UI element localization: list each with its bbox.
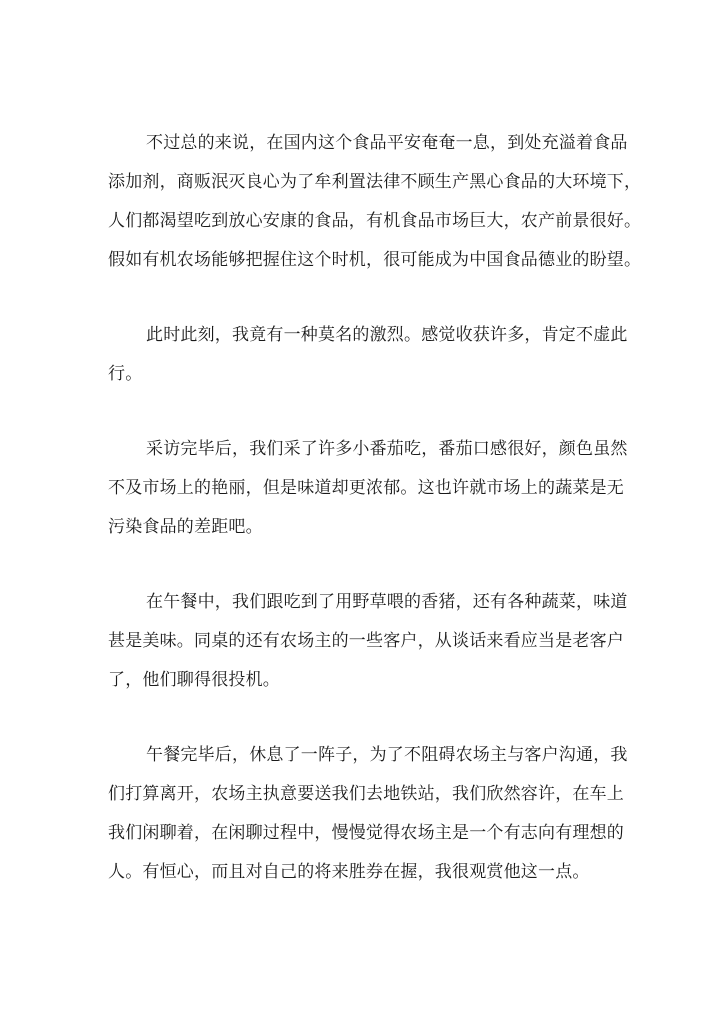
paragraph-line: 不及市场上的艳丽，但是味道却更浓郁。这也许就市场上的蔬菜是无	[108, 478, 624, 498]
paragraph-line: 午餐完毕后，休息了一阵子，为了不阻碍农场主与客户沟通，我	[146, 745, 628, 765]
paragraph-line: 行。	[108, 364, 143, 384]
paragraph-line: 采访完毕后，我们采了许多小番茄吃，番茄口感很好，颜色虽然	[146, 439, 628, 459]
paragraph-line: 污染食品的差距吧。	[108, 517, 263, 537]
paragraph-line: 不过总的来说，在国内这个食品平安奄奄一息，到处充溢着食品	[146, 133, 628, 153]
paragraph-line: 人。有恒心，而且对自己的将来胜券在握，我很观赏他这一点。	[108, 862, 590, 882]
paragraph-line: 假如有机农场能够把握住这个时机，很可能成为中国食品德业的盼望。	[108, 250, 642, 270]
paragraph-line: 添加剂，商贩泯灭良心为了牟利置法律不顾生产黑心食品的大环境下，	[108, 172, 642, 192]
paragraph-line: 在午餐中，我们跟吃到了用野草喂的香猪，还有各种蔬菜，味道	[146, 592, 628, 612]
paragraph-line: 人们都渴望吃到放心安康的食品，有机食品市场巨大，农产前景很好。	[108, 211, 642, 231]
paragraph-line: 了，他们聊得很投机。	[108, 670, 280, 690]
paragraph-line: 甚是美味。同桌的还有农场主的一些客户，从谈话来看应当是老客户	[108, 631, 624, 651]
paragraph-line: 我们闲聊着，在闲聊过程中，慢慢觉得农场主是一个有志向有理想的	[108, 823, 624, 843]
paragraph-line: 此时此刻，我竟有一种莫名的激烈。感觉收获许多，肯定不虚此	[146, 325, 628, 345]
paragraph-line: 们打算离开，农场主执意要送我们去地铁站，我们欣然容许，在车上	[108, 784, 624, 804]
